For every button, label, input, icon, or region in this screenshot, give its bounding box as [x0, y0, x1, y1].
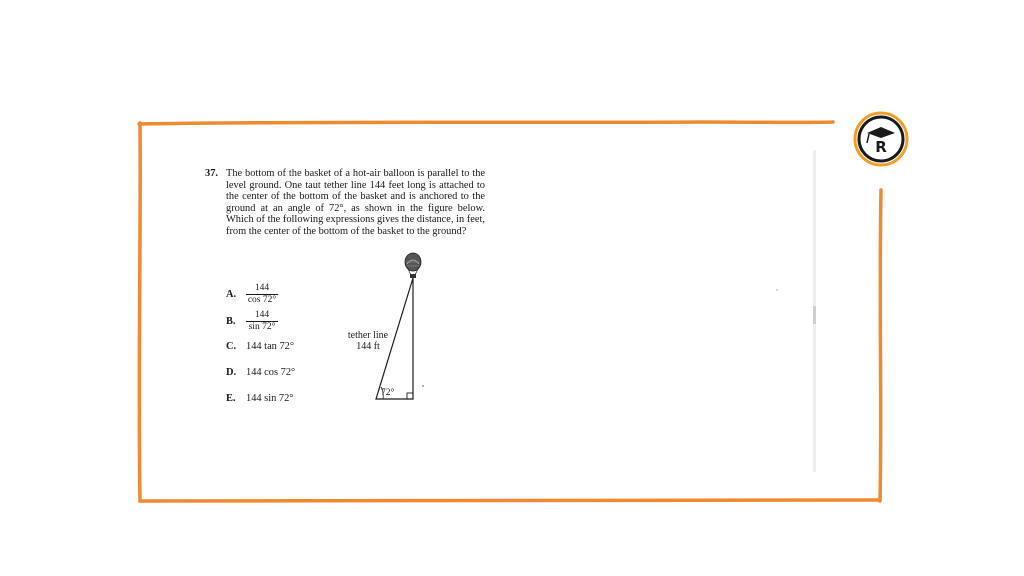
- choice-b-denominator: sin 72°: [248, 322, 276, 332]
- tether-label-line1: tether line: [347, 330, 389, 341]
- choice-b-fraction: [246, 310, 278, 333]
- choice-e-expression: 144 sin 72°: [246, 393, 294, 404]
- question-block: [205, 168, 485, 238]
- choice-a-letter: A.: [226, 289, 237, 300]
- frame-right-edge: [880, 190, 881, 501]
- stray-mark: [776, 289, 778, 291]
- choice-a-fraction: [246, 283, 278, 306]
- balloon-triangle-figure: [360, 248, 440, 408]
- choice-c-letter: C.: [226, 341, 237, 352]
- choice-e-letter: E.: [226, 393, 236, 404]
- choice-a-denominator: cos 72°: [247, 295, 277, 305]
- frame-top-edge: [139, 122, 833, 124]
- scrollbar-thumb[interactable]: [813, 306, 816, 324]
- frame-left-edge: [139, 123, 140, 501]
- tether-line-label: [340, 330, 396, 352]
- angle-label: 72°: [381, 388, 395, 398]
- question-number: 37.: [205, 168, 218, 179]
- choice-d-letter: D.: [226, 367, 237, 378]
- choice-d-expression: 144 cos 72°: [246, 367, 296, 378]
- hot-air-balloon-icon: [405, 253, 421, 278]
- frame-bottom-edge: [140, 500, 880, 502]
- right-angle-mark: [407, 393, 413, 399]
- choice-b-letter: B.: [226, 316, 236, 327]
- choice-a-numerator: 144: [246, 283, 278, 295]
- graduation-cap-r-logo: [852, 110, 910, 168]
- question-text: The bottom of the basket of a hot-air balloon is parallel to the level ground. One taut tether line 144 feet long is attached to the center of the bottom of the basket and is anchored to the ground at an angle of 72°, as shown in the figure below. Which of the following expressions gives the distance, in feet, from the center of the bottom of the basket to the ground?: [226, 168, 485, 237]
- logo-letter: R: [875, 138, 887, 156]
- choice-c-expression: 144 tan 72°: [246, 341, 295, 352]
- choice-b-numerator: 144: [246, 310, 278, 322]
- tether-label-line2: 144 ft: [356, 341, 380, 352]
- stray-mark: [422, 385, 424, 387]
